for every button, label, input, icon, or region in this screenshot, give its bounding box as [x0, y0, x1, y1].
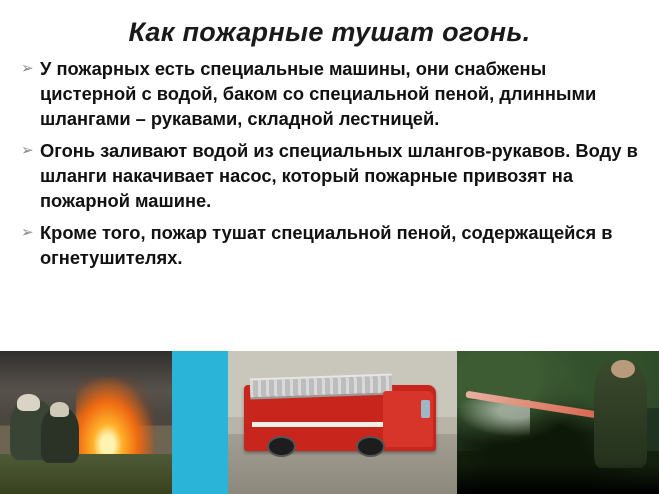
truck-wheel	[267, 436, 296, 457]
fire-truck-with-ladder-photo	[228, 351, 457, 494]
firefighters-at-flame-photo	[0, 351, 172, 494]
cab-window	[421, 400, 430, 418]
bullet-marker-icon: ➢	[21, 59, 34, 77]
helmet-shape	[50, 402, 69, 416]
shadow-layer	[457, 463, 659, 494]
blue-divider-block	[172, 351, 228, 494]
firefighter-in-forest-photo	[457, 351, 659, 494]
bullet-text: Огонь заливают водой из специальных шлангов-рукавов. Воду в шланги накачивает насос, который пожарные привозят на пожарной машине.	[40, 139, 638, 211]
fire-truck-shape	[244, 385, 436, 451]
page-title: Как пожарные тушат огонь.	[128, 17, 531, 47]
list-item	[18, 56, 641, 131]
list-item	[18, 220, 641, 270]
list-item	[18, 138, 641, 213]
truck-stripe	[252, 422, 387, 427]
bullet-list	[0, 52, 659, 270]
head-shape	[611, 360, 635, 379]
bullet-marker-icon: ➢	[21, 141, 34, 159]
image-strip	[0, 351, 659, 494]
truck-cab	[383, 391, 433, 448]
bullet-marker-icon: ➢	[21, 223, 34, 241]
firefighter-figure	[594, 362, 647, 468]
bullet-text: У пожарных есть специальные машины, они снабжены цистерной с водой, баком со специальной пеной, длинными шлангами – рукавами, складной лестницей.	[40, 57, 597, 129]
helmet-shape	[17, 394, 39, 411]
ground-layer	[0, 454, 172, 494]
bullet-text: Кроме того, пожар тушат специальной пеной, содержащейся в огнетушителях.	[40, 221, 613, 268]
ladder-shape	[249, 374, 392, 400]
truck-wheel	[356, 436, 385, 457]
